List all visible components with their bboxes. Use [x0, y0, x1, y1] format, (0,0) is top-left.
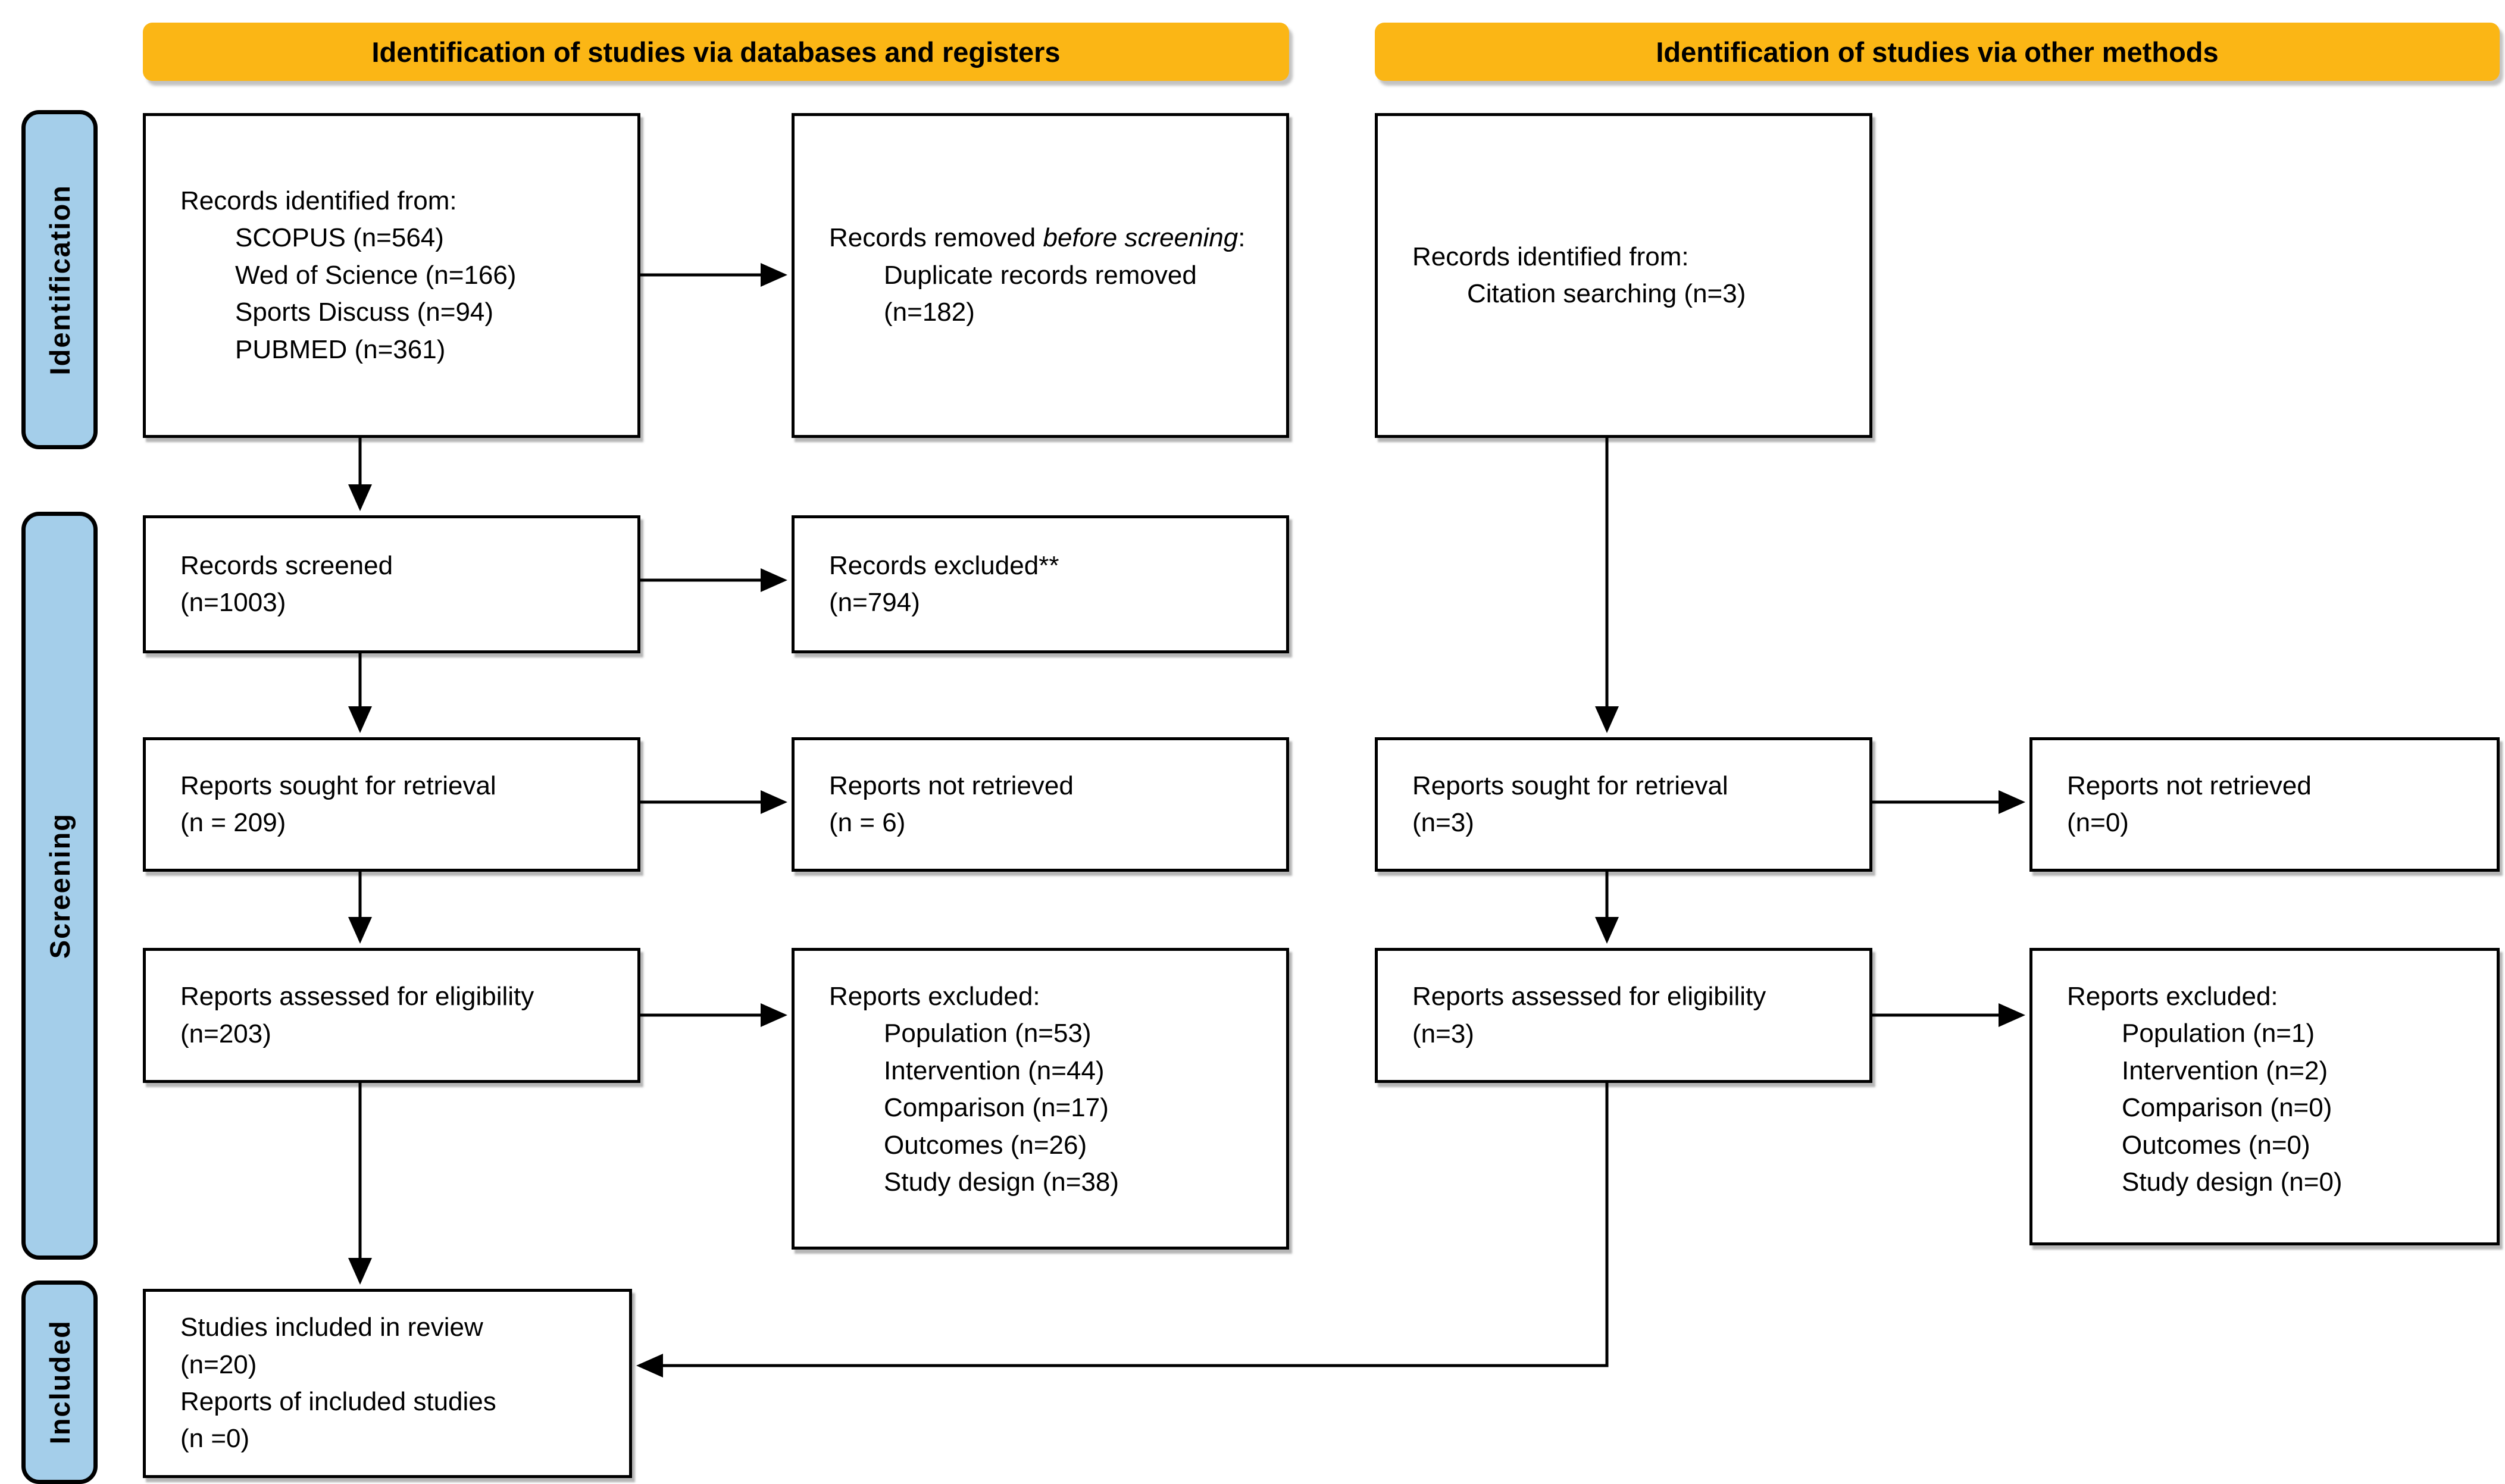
box-records-excluded	[792, 515, 1289, 653]
reports-included-label: Reports of included studies	[180, 1387, 496, 1416]
db-source-scopus: SCOPUS (n=564)	[235, 223, 444, 253]
box-studies-included	[143, 1289, 632, 1478]
box-title: Reports excluded:	[829, 982, 1040, 1011]
stage-included-label: Included	[43, 1320, 76, 1445]
excluded-comparison: Comparison (n=17)	[884, 1093, 1109, 1123]
box-records-identified-databases	[143, 113, 640, 438]
box-reports-assessed-databases	[143, 948, 640, 1083]
records-screened-count: (n=1003)	[180, 588, 286, 617]
reports-assessed-count: (n=3)	[1412, 1019, 1474, 1048]
excluded-population: Population (n=1)	[2122, 1019, 2315, 1048]
records-screened-label: Records screened	[180, 550, 393, 580]
stage-included	[21, 1281, 98, 1484]
excluded-intervention: Intervention (n=2)	[2122, 1056, 2328, 1085]
box-reports-assessed-other	[1375, 948, 1872, 1083]
db-source-sports-discus: Sports Discuss (n=94)	[235, 298, 494, 327]
reports-included-count: (n =0)	[180, 1424, 250, 1454]
reports-not-retrieved-count: (n=0)	[2067, 808, 2129, 837]
excluded-outcomes: Outcomes (n=0)	[2122, 1130, 2310, 1160]
db-source-pubmed: PUBMED (n=361)	[235, 334, 446, 364]
reports-not-retrieved-label: Reports not retrieved	[829, 771, 1074, 800]
reports-not-retrieved-label: Reports not retrieved	[2067, 771, 2312, 800]
box-reports-not-retrieved-other	[2029, 737, 2500, 872]
reports-not-retrieved-count: (n = 6)	[829, 808, 906, 837]
box-reports-excluded-databases	[792, 948, 1289, 1250]
reports-assessed-label: Reports assessed for eligibility	[1412, 982, 1766, 1012]
box-reports-not-retrieved-databases	[792, 737, 1289, 872]
header-databases-registers-label: Identification of studies via databases and registers	[371, 36, 1061, 68]
stage-screening	[21, 512, 98, 1260]
records-excluded-count: (n=794)	[829, 588, 920, 617]
box-reports-sought-other	[1375, 737, 1872, 872]
box-title: Records identified from:	[180, 186, 457, 215]
stage-screening-label: Screening	[43, 812, 76, 959]
excluded-comparison: Comparison (n=0)	[2122, 1093, 2332, 1123]
header-other-methods-label: Identification of studies via other methods	[1656, 36, 2219, 68]
reports-sought-label: Reports sought for retrieval	[1412, 771, 1728, 800]
box-title: Reports excluded:	[2067, 982, 2278, 1011]
box-records-removed-before-screening	[792, 113, 1289, 438]
reports-sought-count: (n=3)	[1412, 808, 1474, 837]
box-reports-excluded-other	[2029, 948, 2500, 1245]
studies-included-label: Studies included in review	[180, 1313, 483, 1342]
box-records-identified-other	[1375, 113, 1872, 438]
reports-sought-count: (n = 209)	[180, 808, 286, 837]
box-reports-sought-databases	[143, 737, 640, 872]
stage-identification-label: Identification	[43, 184, 76, 375]
studies-included-count: (n=20)	[180, 1350, 257, 1379]
reports-assessed-label: Reports assessed for eligibility	[180, 982, 534, 1012]
db-source-web-of-science: Wed of Science (n=166)	[235, 260, 517, 290]
header-databases-registers	[143, 23, 1289, 81]
excluded-intervention: Intervention (n=44)	[884, 1056, 1105, 1085]
excluded-outcomes: Outcomes (n=26)	[884, 1130, 1087, 1160]
stage-identification	[21, 110, 98, 449]
box-title: Records identified from:	[1412, 242, 1689, 271]
duplicates-removed-label: Duplicate records removed	[884, 260, 1197, 290]
reports-assessed-count: (n=203)	[180, 1019, 271, 1048]
box-records-screened	[143, 515, 640, 653]
citation-searching-count: Citation searching (n=3)	[1467, 279, 1746, 308]
excluded-study-design: Study design (n=0)	[2122, 1167, 2343, 1197]
header-other-methods	[1375, 23, 2500, 81]
reports-sought-label: Reports sought for retrieval	[180, 771, 496, 800]
duplicates-removed-count: (n=182)	[884, 298, 975, 327]
records-excluded-label: Records excluded**	[829, 550, 1059, 580]
excluded-study-design: Study design (n=38)	[884, 1167, 1119, 1197]
excluded-population: Population (n=53)	[884, 1019, 1092, 1048]
box-title: Records removed before screening:	[829, 223, 1246, 253]
